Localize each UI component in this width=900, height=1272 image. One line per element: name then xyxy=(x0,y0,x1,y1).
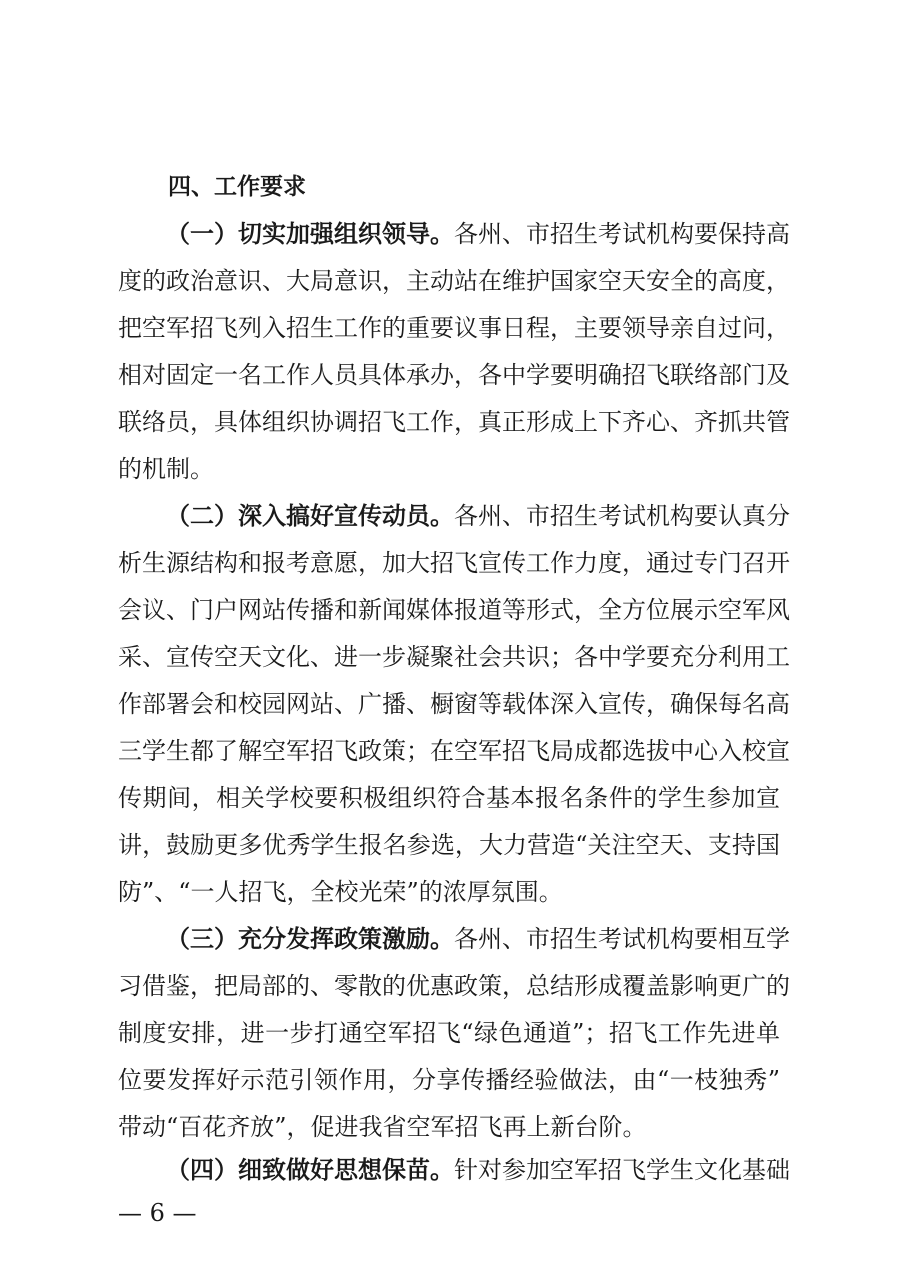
paragraph-line: 习借鉴，把局部的、零散的优惠政策，总结形成覆盖影响更广的 xyxy=(118,972,790,1000)
paragraph-line: 作部署会和校园网站、广播、橱窗等载体深入宣传，确保每名高 xyxy=(118,690,790,718)
paragraph-line: 把空军招飞列入招生工作的重要议事日程，主要领导亲自过问， xyxy=(118,314,790,342)
paragraph-text: 针对参加空军招飞学生文化基础 xyxy=(454,1156,790,1184)
paragraph-line: 析生源结构和报考意愿，加大招飞宣传工作力度，通过专门召开 xyxy=(118,549,790,577)
paragraph-text: 各州、市招生考试机构要相互学 xyxy=(454,925,790,953)
paragraph-line: 相对固定一名工作人员具体承办，各中学要明确招飞联络部门及 xyxy=(118,361,790,389)
paragraph-line: 位要发挥好示范引领作用，分享传播经验做法，由“一枝独秀” xyxy=(118,1066,780,1094)
paragraph-line xyxy=(166,1150,790,1190)
paragraph-line xyxy=(166,919,790,959)
paragraph-line: 联络员，具体组织协调招飞工作，真正形成上下齐心、齐抓共管 xyxy=(118,408,790,436)
paragraph-line: 制度安排，进一步打通空军招飞“绿色通道”；招飞工作先进单 xyxy=(118,1019,780,1047)
paragraph-line: 传期间，相关学校要积极组织符合基本报名条件的学生参加宣 xyxy=(118,784,780,812)
paragraph-line: 度的政治意识、大局意识，主动站在维护国家空天安全的高度， xyxy=(118,267,790,295)
paragraph-line: 会议、门户网站传播和新闻媒体报道等形式，全方位展示空军风 xyxy=(118,596,790,624)
paragraph-line xyxy=(166,214,790,254)
paragraph-lead: （二）深入搞好宣传动员。 xyxy=(166,502,454,530)
paragraph-line: 带动“百花齐放”，促进我省空军招飞再上新台阶。 xyxy=(118,1113,647,1141)
paragraph-lead: （三）充分发挥政策激励。 xyxy=(166,925,454,953)
paragraph-line: 三学生都了解空军招飞政策；在空军招飞局成都选拔中心入校宣 xyxy=(118,737,790,765)
page-number: — 6 — xyxy=(118,1199,197,1227)
paragraph-lead: （一）切实加强组织领导。 xyxy=(166,220,454,248)
paragraph-lead: （四）细致做好思想保苗。 xyxy=(166,1156,454,1184)
section-heading: 四、工作要求 xyxy=(168,174,306,200)
paragraph-line: 讲，鼓励更多优秀学生报名参选，大力营造“关注空天、支持国 xyxy=(118,831,780,859)
paragraph-line: 采、宣传空天文化、进一步凝聚社会共识；各中学要充分利用工 xyxy=(118,643,790,671)
paragraph-line: 防”、“一人招飞，全校光荣”的浓厚氛围。 xyxy=(118,878,563,906)
paragraph-text: 各州、市招生考试机构要保持高 xyxy=(454,220,790,248)
paragraph-line xyxy=(166,496,790,536)
paragraph-text: 各州、市招生考试机构要认真分 xyxy=(454,502,790,530)
paragraph-line: 的机制。 xyxy=(118,455,214,483)
